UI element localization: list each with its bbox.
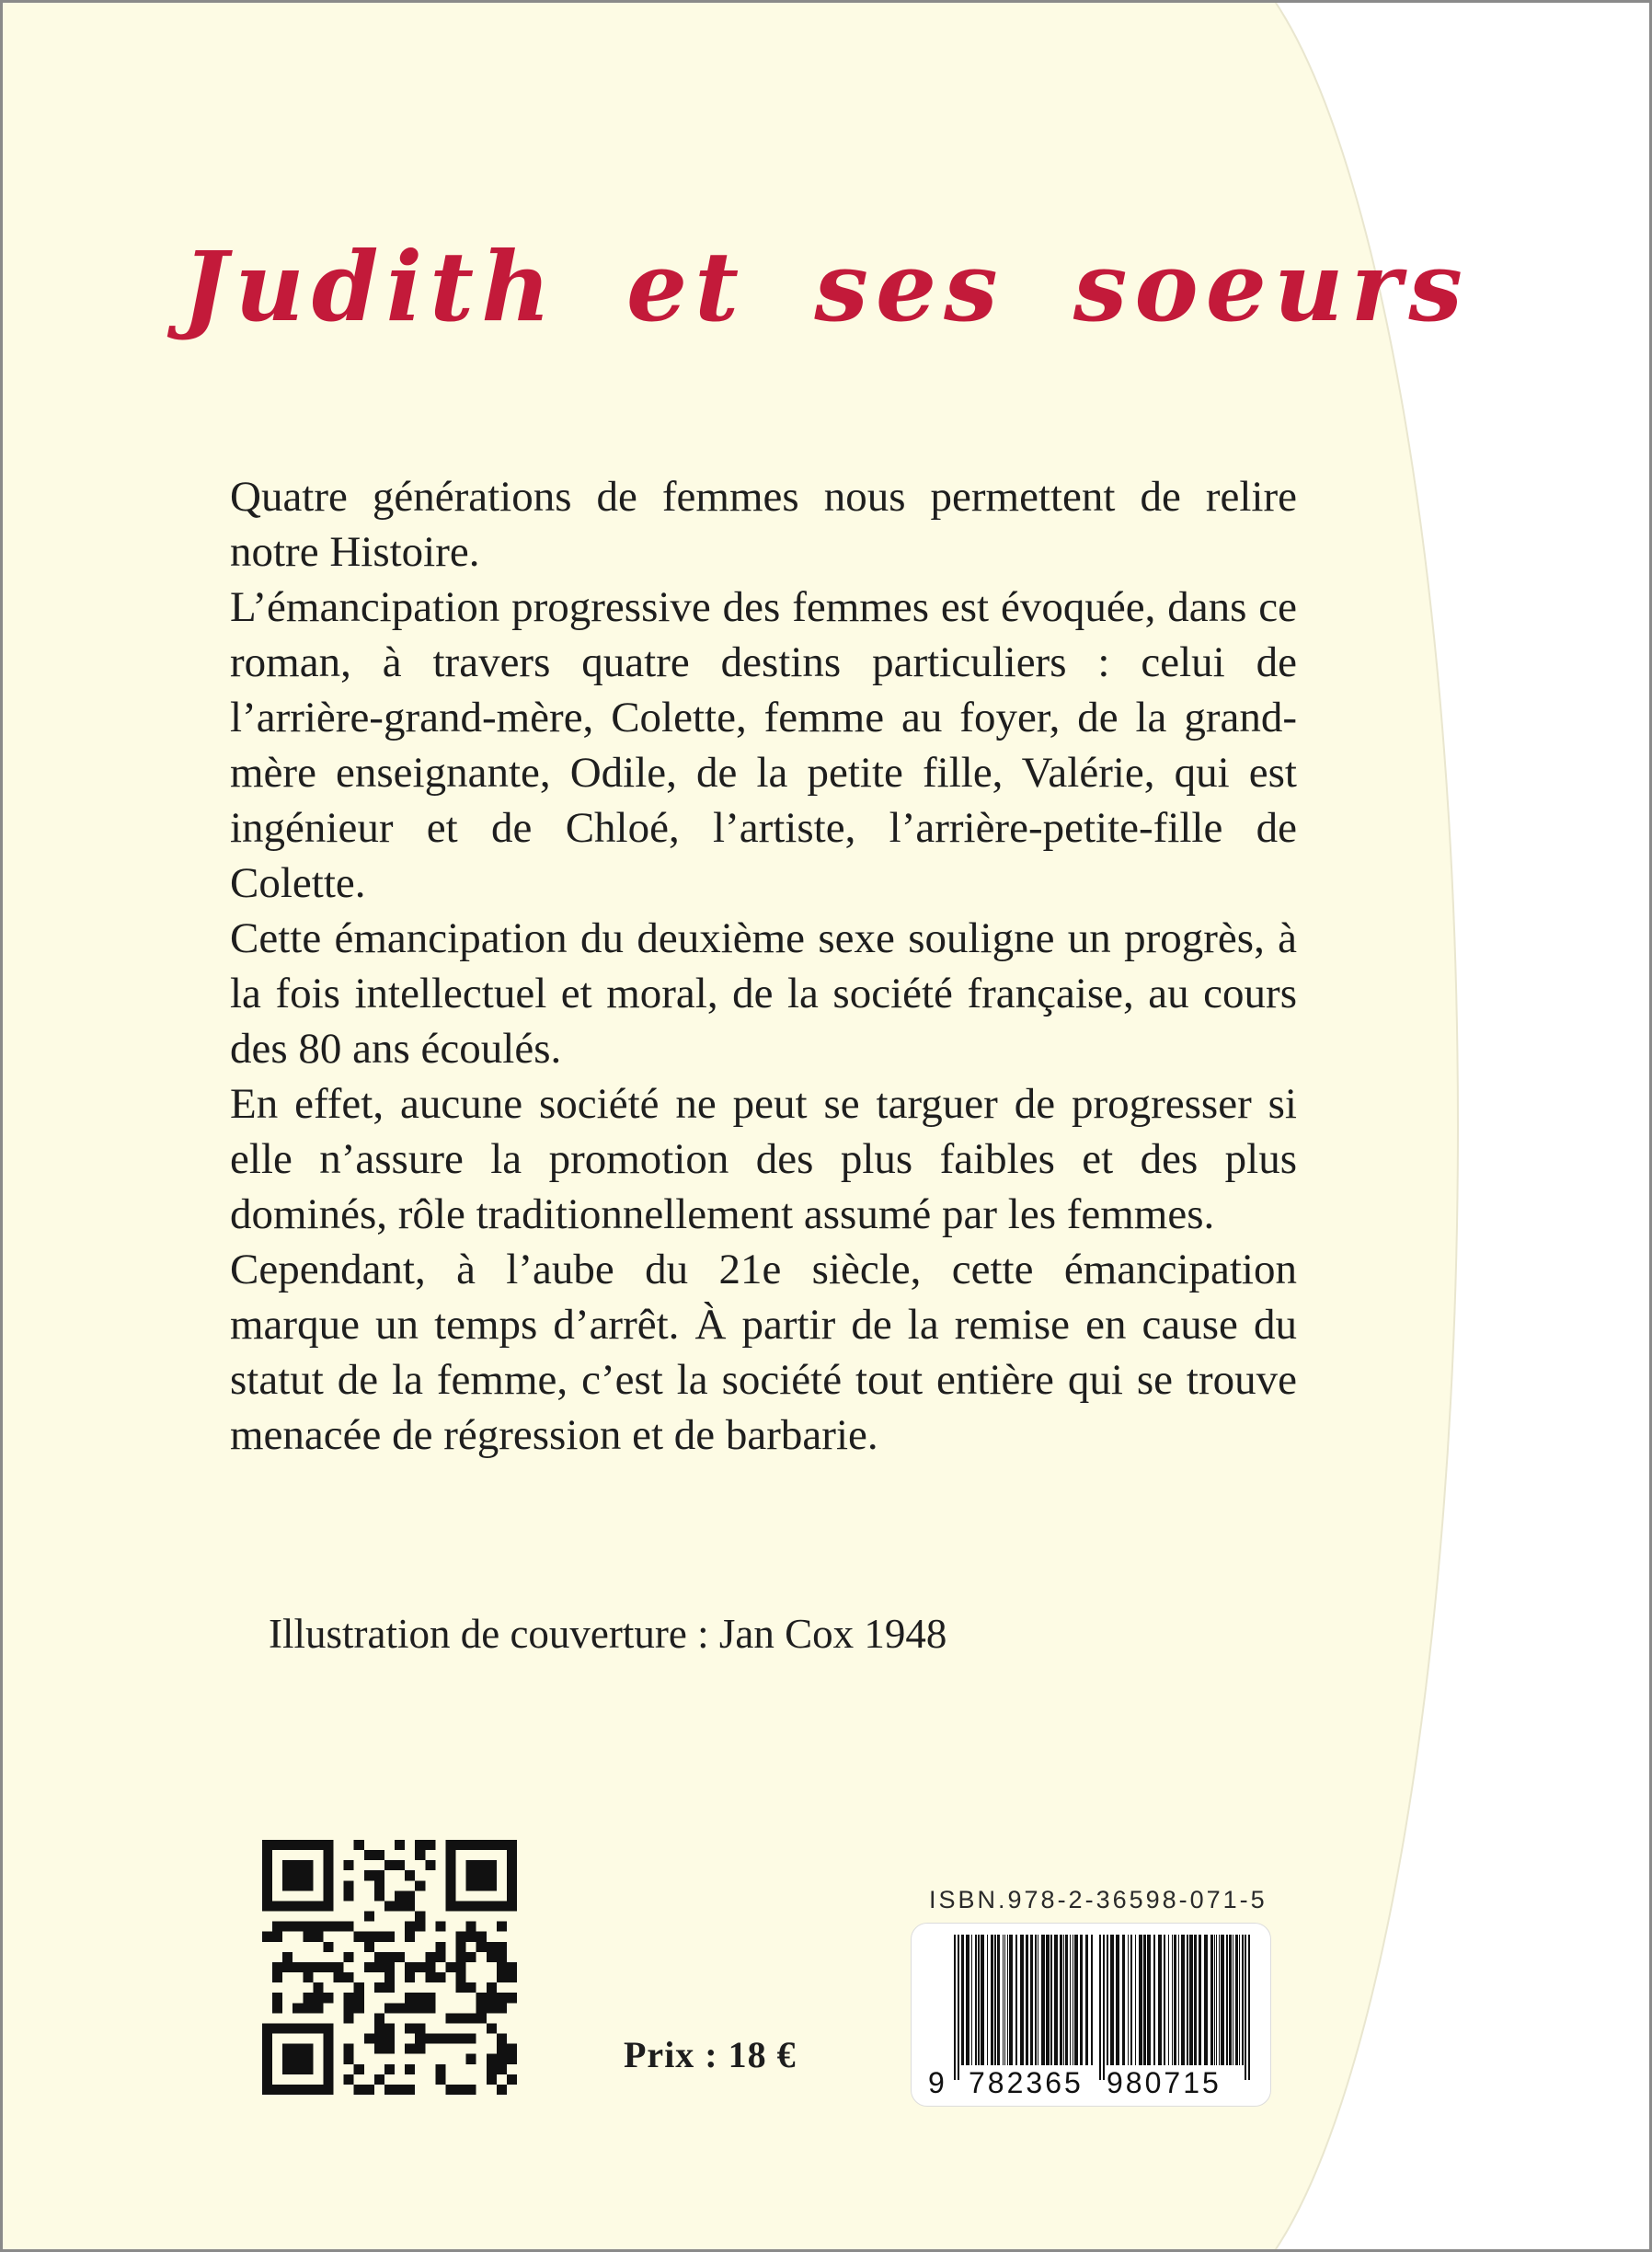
blurb-paragraph: Cette émancipation du deuxième sexe souligne un progrès, à la fois intellectuel et moral, de la société française, au cours des 80 ans écoulés.	[230, 914, 1297, 1073]
barcode-left-group: 782365	[969, 2066, 1084, 2099]
back-cover-blurb	[230, 469, 1297, 1463]
blurb-paragraph: Quatre générations de femmes nous permettent de relire notre Histoire.	[230, 473, 1297, 576]
barcode-first-digit: 9	[928, 2066, 945, 2099]
blurb-paragraph: Cependant, à l’aube du 21e siècle, cette émancipation marque un temps d’arrêt. À partir de la remise en cause du statut de la femme, c’est la société tout entière qui se trouve menacée de régression et de barbarie.	[230, 1246, 1297, 1459]
qr-code-icon	[262, 1840, 517, 2095]
price-label: Prix : 18 €	[624, 2034, 797, 2075]
cover-illustration-credit: Illustration de couverture : Jan Cox 1948	[269, 1611, 947, 1657]
barcode-right-group: 980715	[1107, 2066, 1222, 2099]
blurb-paragraph: L’émancipation progressive des femmes est évoquée, dans ce roman, à travers quatre destins particuliers : celui de l’arrière-grand-mère, Colette, femme au foyer, de la grand-mère enseignante, Odile, de la petite fille, Valérie, qui est ingénieur et de Chloé, l’artiste, l’arrière-petite-fille de Colette.	[230, 583, 1297, 907]
blurb-paragraph: En effet, aucune société ne peut se targuer de progresser si elle n’assure la promotion des plus faibles et des plus dominés, rôle traditionnellement assumé par les femmes.	[230, 1080, 1297, 1238]
book-title: Judith et ses soeurs	[182, 230, 1470, 343]
isbn-label: ISBN.978-2-36598-071-5	[929, 1886, 1268, 1913]
barcode	[911, 1923, 1271, 2107]
